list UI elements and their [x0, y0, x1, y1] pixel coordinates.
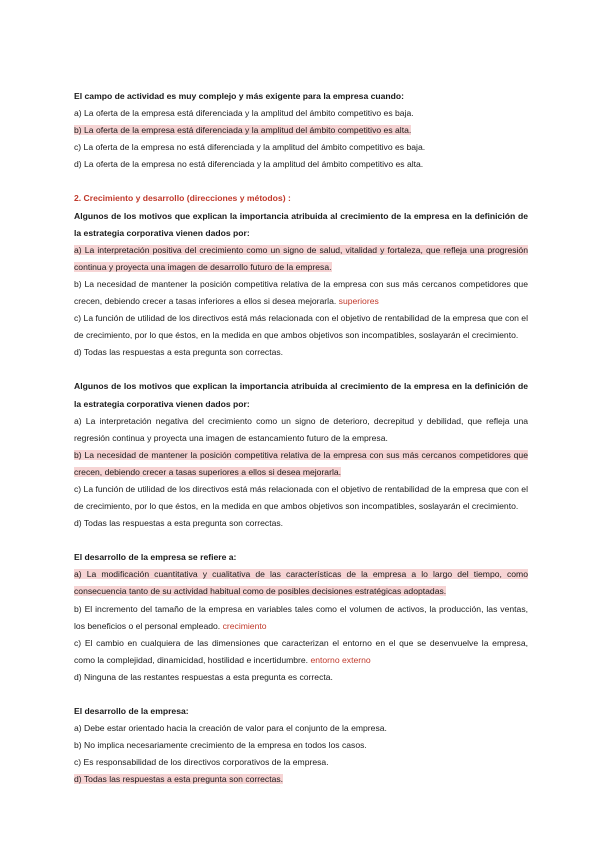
- spacer: [74, 361, 528, 378]
- q5-option-a: a) Debe estar orientado hacia la creación de valor para el conjunto de la empresa.: [74, 723, 387, 734]
- q2-option-b: [74, 276, 528, 310]
- q4-option-d: d) Ninguna de las restantes respuestas a esta pregunta es correcta.: [74, 671, 333, 682]
- document-page: [74, 88, 528, 788]
- q2-option-c: c) La función de utilidad de los directivos está más relacionada con el objetivo de rentabilidad de la empresa que con el de crecimiento, por lo que éstos, en la medida en que ambos objetivos son incompatibles, soslayarán el crecimiento.: [74, 313, 528, 341]
- q4-option-a-correct: a) La modificación cuantitativa y cualitativa de las características de la empresa a lo largo del tiempo, como consecuencia tanto de su actividad habitual como de posibles decisiones estratégicas adoptadas.: [74, 569, 528, 597]
- question-5: El desarrollo de la empresa:: [74, 706, 189, 716]
- q2-option-d: d) Todas las respuestas a esta pregunta son correctas.: [74, 347, 284, 358]
- question-4: El desarrollo de la empresa se refiere a:: [74, 552, 237, 563]
- question-2: Algunos de los motivos que explican la importancia atribuida al crecimiento de la empresa en la definición de la estrategia corporativa vienen dados por:: [74, 210, 528, 238]
- q2-option-b-text: b) La necesidad de mantener la posición competitiva relativa de la empresa con sus más cercanos competidores que crecen, debiendo crecer a tasas inferiores a ellos si desea mejorarla.: [74, 278, 528, 307]
- q4-option-b: [74, 601, 528, 635]
- q4-option-c: [74, 635, 528, 669]
- q4-option-c-text: c) El cambio en cualquiera de las dimensiones que caracterizan el entorno en el que se desenvuelve la empresa, como la complejidad, dinamicidad, hostilidad e incertidumbre.: [74, 637, 528, 665]
- q1-option-a: a) La oferta de la empresa está diferenciada y la amplitud del ámbito competitivo es baja.: [74, 108, 414, 119]
- q1-option-c: c) La oferta de la empresa no está diferenciada y la amplitud del ámbito competitivo es baja.: [74, 142, 426, 153]
- question-1: El campo de actividad es muy complejo y más exigente para la empresa cuando:: [74, 91, 405, 101]
- q4-option-c-note: entorno externo: [310, 654, 371, 665]
- q3-option-c: c) La función de utilidad de los directivos está más relacionada con el objetivo de rentabilidad de la empresa que con el de crecimiento, por lo que éstos, en la medida en que ambos objetivos son incompatibles, soslayarán el crecimiento.: [74, 483, 528, 512]
- q4-option-b-text: b) El incremento del tamaño de la empresa en variables tales como el volumen de activos, la producción, las ventas, los beneficios o el personal empleado.: [74, 603, 528, 631]
- q5-option-b: b) No implica necesariamente crecimiento de la empresa en todos los casos.: [74, 740, 367, 751]
- q1-option-d: d) La oferta de la empresa no está diferenciada y la amplitud del ámbito competitivo es alta.: [74, 159, 424, 170]
- q3-option-a: a) La interpretación negativa del crecimiento como un signo de deterioro, decrepitud y debilidad, que refleja una regresión continua y proyecta una imagen de estancamiento futuro de la empresa.: [74, 415, 528, 443]
- spacer: [74, 686, 528, 703]
- q2-option-b-note: superiores: [338, 296, 379, 307]
- q5-option-d-correct: d) Todas las respuestas a esta pregunta son correctas.: [74, 774, 284, 785]
- section-title: 2. Crecimiento y desarrollo (direcciones y métodos) :: [74, 193, 291, 204]
- q5-option-c: c) Es responsabilidad de los directivos corporativos de la empresa.: [74, 757, 329, 768]
- question-3: Algunos de los motivos que explican la importancia atribuida al crecimiento de la empresa en la definición de la estrategia corporativa vienen dados por:: [74, 381, 528, 409]
- q2-option-a-correct: a) La interpretación positiva del crecimiento como un signo de salud, vitalidad y fortaleza, que refleja una progresión continua y proyecta una imagen de desarrollo futuro de la empresa.: [74, 244, 528, 272]
- q3-option-b-correct: b) La necesidad de mantener la posición competitiva relativa de la empresa con sus más cercanos competidores que crecen, debiendo crecer a tasas superiores a ellos si desea mejorarla.: [74, 449, 528, 477]
- q3-option-d: d) Todas las respuestas a esta pregunta son correctas.: [74, 518, 284, 529]
- spacer: [74, 173, 528, 190]
- spacer: [74, 532, 528, 549]
- q4-option-b-note: crecimiento: [222, 620, 267, 631]
- q1-option-b-correct: b) La oferta de la empresa está diferenciada y la amplitud del ámbito competitivo es alta.: [74, 125, 412, 136]
